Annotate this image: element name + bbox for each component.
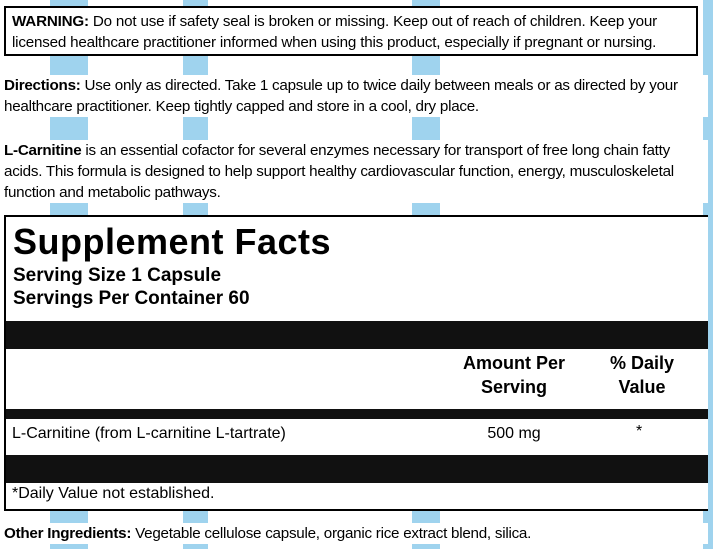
serving-size: Serving Size 1 Capsule bbox=[13, 265, 222, 286]
warning-box bbox=[4, 6, 698, 56]
description-text: is an essential cofactor for several enzymes necessary for transport of free long chain fatty acids. This formula is designed to help support healthy cardiovascular function, energy, musculoskeletal function and metabolic pathways. bbox=[4, 142, 674, 201]
facts-title: Supplement Facts bbox=[13, 221, 332, 262]
divider-bar bbox=[6, 321, 708, 349]
warning-text: Do not use if safety seal is broken or missing. Keep out of reach of children. Keep your licensed healthcare practitioner informed when using this product, especially if pregnant or nursing. bbox=[12, 13, 657, 51]
other-ingredients-text: Vegetable cellulose capsule, organic rice extract blend, silica. bbox=[131, 525, 532, 542]
amount-column-header bbox=[444, 351, 584, 399]
divider-bar bbox=[6, 409, 708, 419]
amount-header-line2: Serving bbox=[480, 377, 548, 397]
footnote: *Daily Value not established. bbox=[12, 485, 215, 502]
supplement-facts-panel bbox=[4, 215, 708, 511]
other-ingredients-paragraph bbox=[4, 523, 708, 544]
servings-per-container: Servings Per Container 60 bbox=[13, 288, 250, 309]
directions-text: Use only as directed. Take 1 capsule up to twice daily between meals or as directed by your healthcare practitioner. Keep tightly capped and store in a cool, dry place. bbox=[4, 77, 678, 115]
ingredient-name: L-Carnitine (from L-carnitine L-tartrate) bbox=[12, 425, 286, 442]
other-ingredients-label: Other Ingredients: bbox=[4, 525, 132, 542]
ingredient-daily-value: * bbox=[636, 423, 643, 440]
daily-value-column-header bbox=[592, 351, 692, 399]
ingredient-amount: 500 mg bbox=[487, 425, 541, 442]
description-label: L-Carnitine bbox=[4, 142, 82, 159]
description-paragraph bbox=[4, 140, 708, 203]
warning-label: WARNING: bbox=[12, 13, 89, 30]
divider-bar bbox=[6, 455, 708, 483]
directions-paragraph bbox=[4, 75, 708, 117]
dv-header-line2: Value bbox=[618, 377, 666, 397]
directions-label: Directions: bbox=[4, 77, 81, 94]
amount-header-line1: Amount Per bbox=[462, 353, 565, 373]
dv-header-line1: % Daily bbox=[609, 353, 675, 373]
